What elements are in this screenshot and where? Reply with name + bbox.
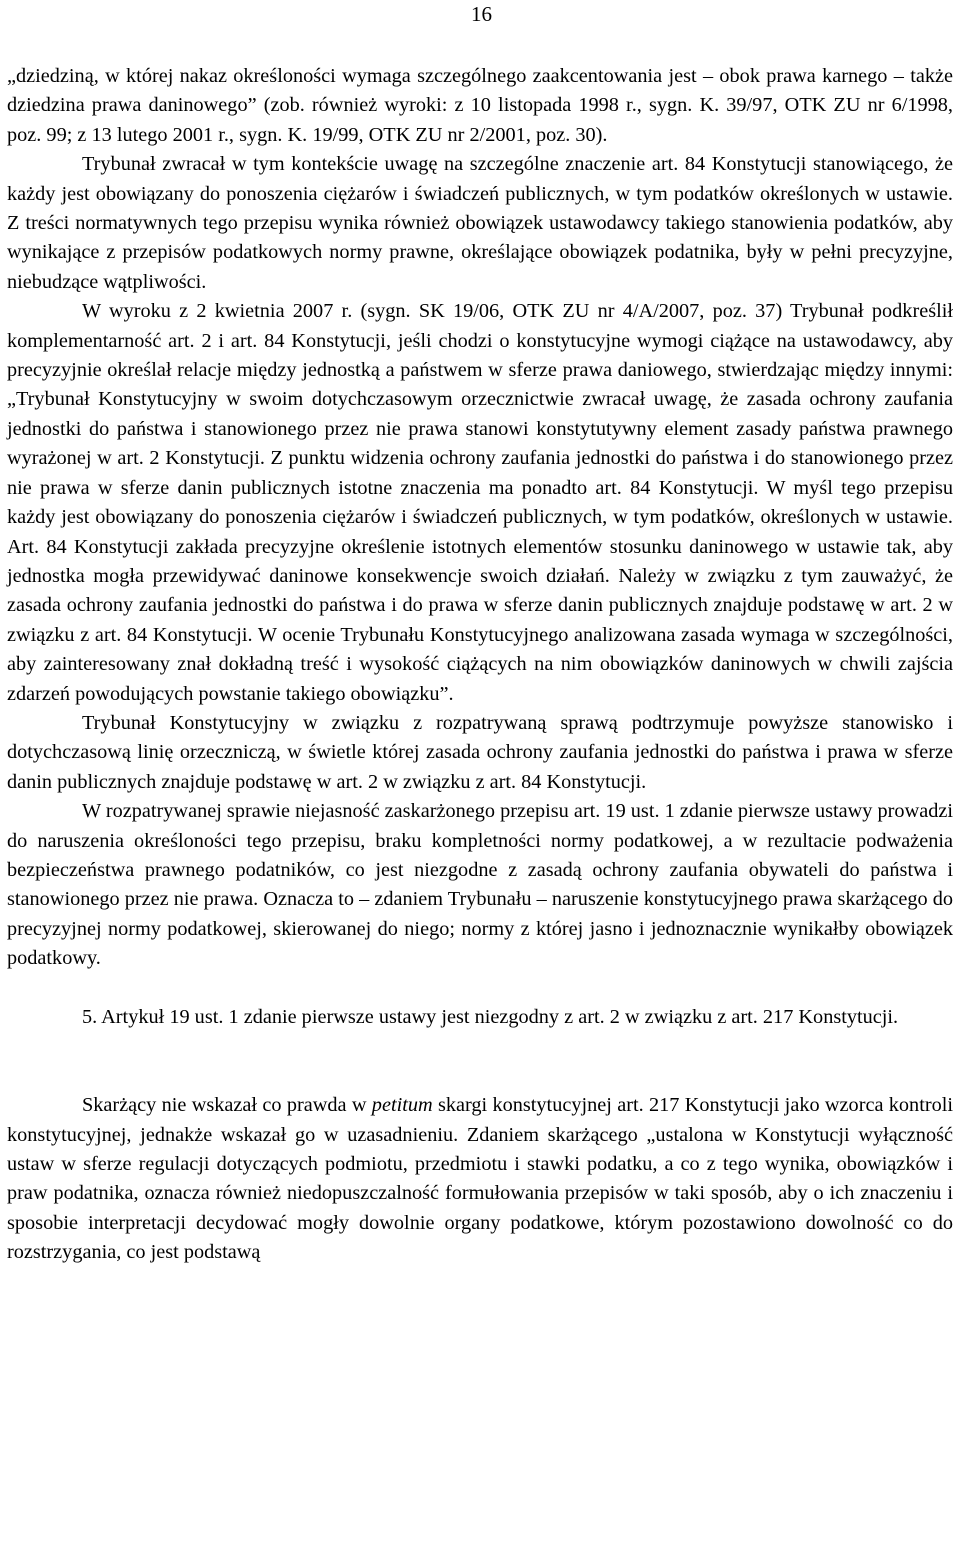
paragraph-2: Trybunał zwracał w tym kontekście uwagę na szczególne znaczenie art. 84 Konstytucji stanowiącego, że każdy jest obowiązany do ponoszenia ciężarów i świadczeń publicznych, w tym podatków określonych w ustawie. Z treści normatywnych tego przepisu wynika również obowiązek ustawodawcy takiego stanowienia podatków, aby wynikające z przepisów podatkowych normy prawne, określające obowiązek podatnika, były w pełni precyzyjne, niebudzące wątpliwości.	[7, 153, 953, 293]
page-number: 16	[471, 2, 492, 26]
paragraph-3: W wyroku z 2 kwietnia 2007 r. (sygn. SK 19/06, OTK ZU nr 4/A/2007, poz. 37) Trybunał podkreślił komplementarność art. 2 i art. 84 Konstytucji, jeśli chodzi o konstytucyjne wymogi ciążące na ustawodawcy, aby precyzyjnie określał relacje między jednostką a państwem w sferze prawa daniowego, stwierdzając między innymi: „Trybunał Konstytucyjny w swoim dotychczasowym orzecznictwie zwracał uwagę, że zasada ochrony zaufania jednostki do państwa i stanowionego przez nie prawa stanowi konstytutywny element zasady państwa prawnego wyrażonej w art. 2 Konstytucji. Z punktu widzenia ochrony zaufania jednostki do państwa i do stanowionego przez nie prawa w sferze danin publicznych istotne znaczenia ma ponadto art. 84 Konstytucji. W myśl tego przepisu każdy jest obowiązany do ponoszenia ciężarów i świadczeń publicznych, w tym podatków, określonych w ustawie. Art. 84 Konstytucji zakłada precyzyjne określenie istotnych elementów stosunku daninowego w ustawie tak, aby jednostka mogła przewidywać daninowe konsekwencje swoich działań. Należy w związku z tym zauważyć, że zasada ochrony zaufania jednostki do państwa i do prawa w sferze danin publicznych znajduje podstawę w art. 2 w związku z art. 84 Konstytucji. W ocenie Trybunału Konstytucyjnego analizowana zasada wymaga w szczególności, aby zainteresowany znał dokładną treść i wysokość ciążących na nim obowiązków daninowych w chwili zajścia zdarzeń powodujących powstanie takiego obowiązku”.	[7, 300, 953, 705]
paragraph-7-rest: skargi konstytucyjnej art. 217 Konstytucji jako wzorca kontroli konstytucyjnej, jednakże wskazał go w uzasadnieniu. Zdaniem skarżącego „ustalona w Konstytucji wyłączność ustaw w sferze regulacji dotyczących podmiotu, przedmiotu i stawki podatku, a co z tego wynika, obowiązków i praw podatnika, oznacza również niedopuszczalność formułowania przepisów w taki sposób, aby o ich znaczeniu i sposobie interpretacji decydować mogły dowolnie organy podatkowe, którym pozostawiono dowolność co do rozstrzygania, co jest podstawą	[7, 1094, 953, 1264]
paragraph-4: Trybunał Konstytucyjny w związku z rozpatrywaną sprawą podtrzymuje powyższe stanowisko i dotychczasową linię orzeczniczą, w świetle której zasada ochrony zaufania jednostki do państwa i prawa w sferze danin publicznych znajduje podstawę w art. 2 w związku z art. 84 Konstytucji.	[7, 711, 953, 793]
paragraph-5: W rozpatrywanej sprawie niejasność zaskarżonego przepisu art. 19 ust. 1 zdanie pierwsze ustawy prowadzi do naruszenia określoności tego przepisu, braku kompletności normy podatkowej, a w rezultacie podważenia bezpieczeństwa prawnego podatników, co jest niezgodne z zasadą ochrony zaufania obywateli do państwa i stanowionego przez nie prawa. Oznacza to – zdaniem Trybunału – naruszenie konstytucyjnego prawa skarżącego do precyzyjnej normy podatkowej, skierowanej do niego; normy z której jasno i jednoznacznie wynikałby obowiązek podatkowy.	[7, 800, 953, 970]
petitum-term: petitum	[371, 1094, 433, 1117]
section-heading-5: 5. Artykuł 19 ust. 1 zdanie pierwsze ustawy jest niezgodny z art. 2 w związku z art. 217 Konstytucji.	[82, 1005, 899, 1028]
paragraph-7	[7, 1091, 953, 1267]
paragraph-7-start: Skarżący nie wskazał co prawda w	[82, 1094, 372, 1117]
paragraph-1: „dziedziną, w której nakaz określoności wymaga szczególnego zaakcentowania jest – obok prawa karnego – także dziedzina prawa daninowego” (zob. również wyroki: z 10 listopada 1998 r., sygn. K. 39/97, OTK ZU nr 6/1998, poz. 99; z 13 lutego 2001 r., sygn. K. 19/99, OTK ZU nr 2/2001, poz. 30).	[7, 65, 953, 146]
document-body	[7, 62, 953, 1268]
